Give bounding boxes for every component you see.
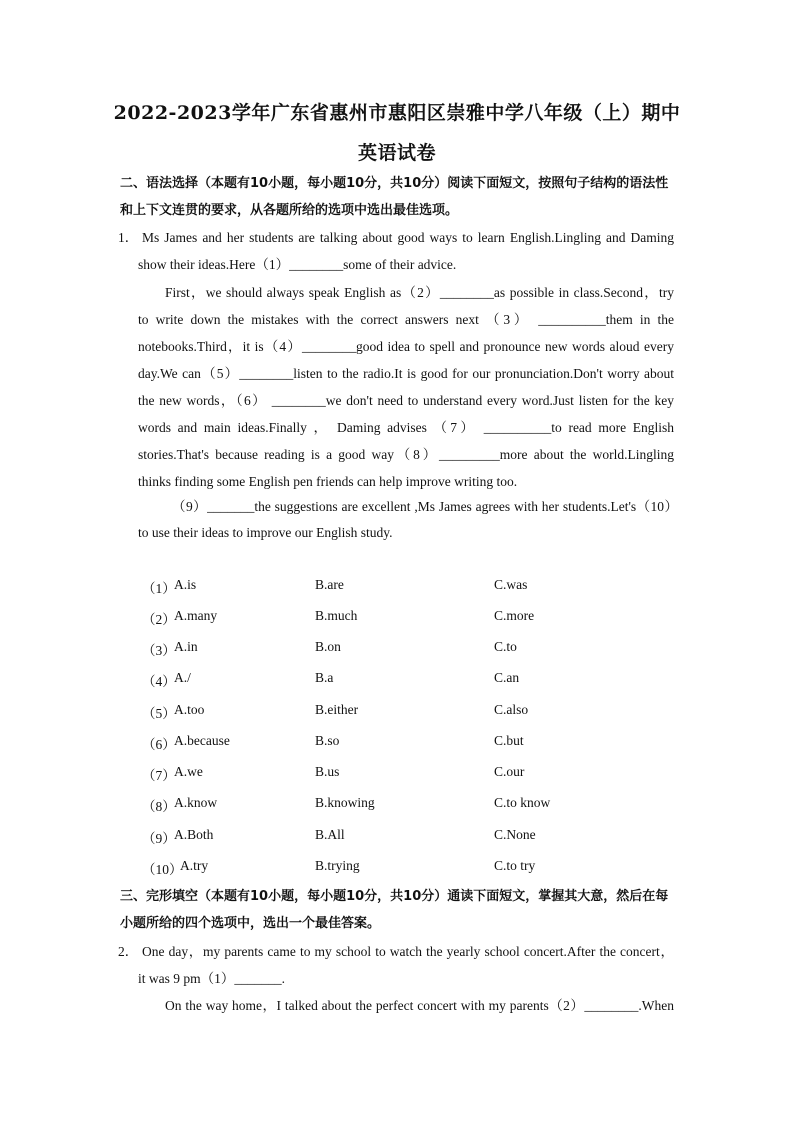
passage1-line: words and main ideas.Finally ， Daming advises （7） __________to read more English	[138, 420, 674, 435]
option-c[interactable]: C.more	[494, 608, 535, 623]
question1-number: 1．	[118, 230, 139, 245]
passage2-line: One day，my parents came to my school to watch the yearly school concert.After the concert，	[142, 944, 674, 959]
passage1-line: notebooks.Third，it is（4）________good idea to spell and pronounce new words aloud every	[138, 339, 674, 354]
exam-title-line1: 2022-2023学年广东省惠州市惠阳区崇雅中学八年级（上）期中	[113, 102, 681, 124]
passage1-line: First，we should always speak English as（2）________as possible in class.Second，try	[165, 285, 674, 300]
option-number: （2）	[142, 612, 176, 627]
passage2-line: it was 9 pm（1）_______.	[138, 971, 285, 986]
option-b[interactable]: B.are	[315, 577, 344, 592]
option-number: （4）	[142, 674, 176, 689]
exam-title-line2: 英语试卷	[357, 142, 436, 164]
option-b[interactable]: B.on	[315, 639, 341, 654]
option-c[interactable]: C.None	[494, 827, 536, 842]
option-number: （8）	[142, 799, 176, 814]
option-b[interactable]: B.either	[315, 702, 359, 717]
option-number: （6）	[142, 737, 176, 752]
option-a[interactable]: A.know	[174, 795, 218, 810]
option-a[interactable]: A.try	[180, 858, 209, 873]
question2-number: 2．	[118, 944, 139, 959]
option-c[interactable]: C.to try	[494, 858, 536, 873]
passage1-line: Ms James and her students are talking about good ways to learn English.Lingling and Daming	[142, 230, 674, 245]
option-c[interactable]: C.our	[494, 764, 525, 779]
option-number: （7）	[142, 768, 176, 783]
option-b[interactable]: B.us	[315, 764, 340, 779]
passage1-line: to use their ideas to improve our English study.	[138, 525, 393, 540]
passage1-line: thinks finding some English pen friends can help improve writing too.	[138, 474, 518, 489]
option-number: （9）	[142, 831, 176, 846]
option-a[interactable]: A.too	[174, 702, 205, 717]
option-a[interactable]: A.is	[174, 577, 197, 592]
passage1-line: to write down the mistakes with the correct answers next （3） __________them in the	[138, 312, 674, 327]
option-a[interactable]: A./	[174, 670, 191, 685]
option-b[interactable]: B.trying	[315, 858, 360, 873]
section2-heading: 二、语法选择（本题有10小题，每小题10分，共10分）阅读下面短文，按照句子结构的语法性和上下文连贯的要求，从各题所给的选项中选出最佳选项。	[120, 176, 669, 218]
option-number: （1）	[142, 581, 176, 596]
passage1-line: stories.That's because reading is a good way（8）_________more about the world.Lingling	[138, 447, 674, 462]
option-c[interactable]: C.also	[494, 702, 529, 717]
option-b[interactable]: B.a	[315, 670, 334, 685]
passage1-line: the new words，（6） ________we don't need to understand every word.Just listen for the key	[138, 393, 674, 408]
option-a[interactable]: A.because	[174, 733, 230, 748]
option-c[interactable]: C.to	[494, 639, 517, 654]
passage2-line: On the way home，I talked about the perfect concert with my parents（2）________.When	[165, 998, 674, 1013]
option-b[interactable]: B.much	[315, 608, 358, 623]
option-c[interactable]: C.was	[494, 577, 528, 592]
option-a[interactable]: A.we	[174, 764, 203, 779]
section3-heading: 三、完形填空（本题有10小题，每小题10分，共10分）通读下面短文，掌握其大意，然后在每小题所给的四个选项中，选出一个最佳答案。	[120, 889, 669, 931]
option-number: （5）	[142, 706, 176, 721]
option-c[interactable]: C.but	[494, 733, 524, 748]
passage1-line: day.We can（5）________listen to the radio.It is good for our pronunciation.Don't worry about	[138, 366, 674, 381]
option-a[interactable]: A.Both	[174, 827, 214, 842]
option-a[interactable]: A.many	[174, 608, 218, 623]
option-c[interactable]: C.to know	[494, 795, 551, 810]
option-number: （10）	[142, 862, 183, 877]
option-c[interactable]: C.an	[494, 670, 520, 685]
option-b[interactable]: B.All	[315, 827, 345, 842]
passage1-line: show their ideas.Here（1）________some of their advice.	[138, 257, 457, 272]
option-number: （3）	[142, 643, 176, 658]
passage1-line: （9）_______the suggestions are excellent ,Ms James agrees with her students.Let's（10）	[172, 499, 678, 514]
option-a[interactable]: A.in	[174, 639, 198, 654]
option-b[interactable]: B.so	[315, 733, 340, 748]
option-b[interactable]: B.knowing	[315, 795, 375, 810]
